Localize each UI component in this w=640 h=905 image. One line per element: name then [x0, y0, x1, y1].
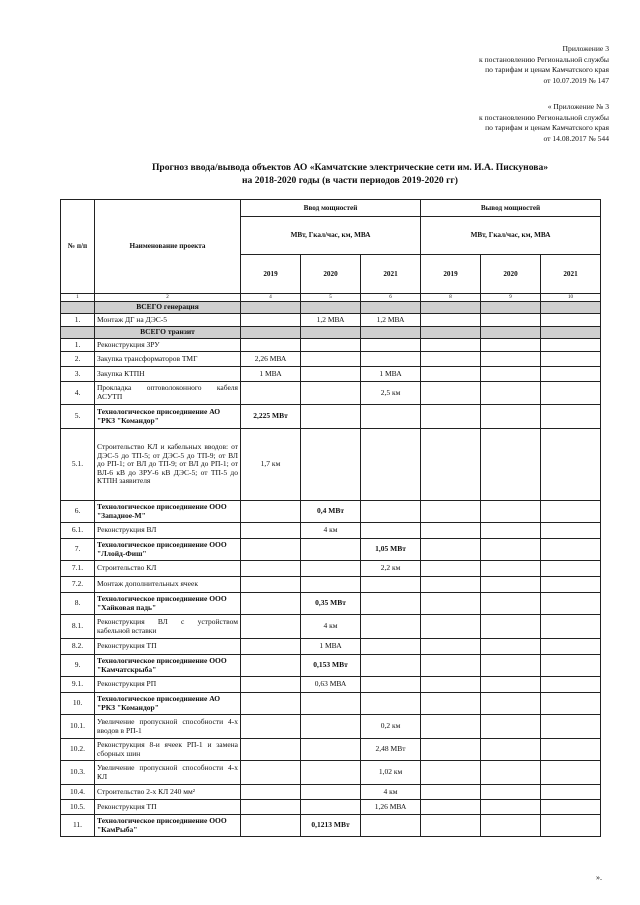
output-cell	[421, 815, 481, 837]
row-number: 6.	[61, 501, 95, 523]
input-2019	[241, 715, 301, 739]
header-line: к постановлению Региональной службы	[478, 112, 609, 122]
row-number: 2.	[61, 352, 95, 367]
input-2020: 1,2 МВА	[301, 314, 361, 327]
input-2021	[361, 523, 421, 539]
input-2020: 0,1213 МВт	[301, 815, 361, 837]
output-cell	[541, 593, 601, 615]
input-2020	[301, 739, 361, 761]
column-index: 5	[301, 294, 361, 302]
input-2019	[241, 523, 301, 539]
input-2019: 2,225 МВт	[241, 405, 301, 429]
column-index: 4	[241, 294, 301, 302]
output-cell	[421, 693, 481, 715]
table-row	[61, 501, 601, 523]
output-cell	[421, 539, 481, 561]
input-2020: 0,63 МВА	[301, 677, 361, 693]
input-2021	[361, 655, 421, 677]
section-row-generation	[61, 302, 601, 314]
output-cell	[481, 739, 541, 761]
table-row	[61, 382, 601, 405]
output-cell	[541, 785, 601, 800]
year-header: 2021	[361, 255, 421, 294]
input-2020	[301, 561, 361, 577]
output-cell	[541, 523, 601, 539]
input-2021: 1,05 МВт	[361, 539, 421, 561]
project-name: Технологическое присоединение ООО "Камчатскрыба"	[95, 655, 241, 677]
output-cell	[481, 352, 541, 367]
title-line-2: на 2018-2020 годы (в части периодов 2019-2020 гг)	[242, 175, 458, 186]
row-number: 10.	[61, 693, 95, 715]
row-number: 7.1.	[61, 561, 95, 577]
output-cell	[541, 405, 601, 429]
output-cell	[541, 715, 601, 739]
input-2020	[301, 405, 361, 429]
input-2020	[301, 539, 361, 561]
appendix-header	[479, 44, 609, 86]
output-cell	[541, 693, 601, 715]
output-cell	[541, 429, 601, 501]
input-2019	[241, 539, 301, 561]
project-name: Реконструкция ТП	[95, 800, 241, 815]
input-2021	[361, 815, 421, 837]
output-cell	[481, 429, 541, 501]
output-cell	[481, 693, 541, 715]
project-name: Закупка трансформаторов ТМГ	[95, 352, 241, 367]
input-2021	[361, 615, 421, 639]
input-2020: 0,35 МВт	[301, 593, 361, 615]
project-name: Монтаж дополнительных ячеек	[95, 577, 241, 593]
project-name: Реконструкция ВЛ с устройством кабельной вставки	[95, 615, 241, 639]
project-name: Строительство 2-х КЛ 240 мм²	[95, 785, 241, 800]
project-name: Строительство КЛ	[95, 561, 241, 577]
output-group-header: Вывод мощностей	[421, 200, 601, 217]
input-2020	[301, 761, 361, 785]
output-cell	[481, 715, 541, 739]
input-2020: 1 МВА	[301, 639, 361, 655]
output-cell	[481, 800, 541, 815]
input-2019	[241, 739, 301, 761]
output-cell	[421, 593, 481, 615]
column-index: 9	[481, 294, 541, 302]
input-2021	[361, 501, 421, 523]
input-2021	[361, 339, 421, 352]
input-2021: 2,5 км	[361, 382, 421, 405]
table-row	[61, 405, 601, 429]
output-cell	[481, 815, 541, 837]
input-group-header: Ввод мощностей	[241, 200, 421, 217]
output-cell	[481, 593, 541, 615]
row-number: 5.	[61, 405, 95, 429]
output-cell	[541, 655, 601, 677]
project-name: Реконструкция РП	[95, 677, 241, 693]
input-2020	[301, 352, 361, 367]
input-2019	[241, 382, 301, 405]
table-row	[61, 429, 601, 501]
section-title: ВСЕГО транзит	[95, 327, 241, 339]
year-header: 2020	[481, 255, 541, 294]
project-name: Реконструкция ЗРУ	[95, 339, 241, 352]
output-cell	[481, 655, 541, 677]
input-2021: 2,2 км	[361, 561, 421, 577]
output-cell	[421, 677, 481, 693]
input-2020	[301, 339, 361, 352]
input-2021	[361, 352, 421, 367]
project-name: Технологическое присоединение ООО "Ллойд-Фиш"	[95, 539, 241, 561]
table-row	[61, 639, 601, 655]
output-cell	[421, 655, 481, 677]
input-2021	[361, 577, 421, 593]
table-row	[61, 615, 601, 639]
row-number: 10.3.	[61, 761, 95, 785]
table-row	[61, 539, 601, 561]
output-cell	[481, 382, 541, 405]
output-units-header: МВт, Гкал/час, км, МВА	[421, 217, 601, 255]
year-header: 2019	[241, 255, 301, 294]
input-2019	[241, 655, 301, 677]
output-cell	[421, 523, 481, 539]
input-2019	[241, 800, 301, 815]
output-cell	[541, 314, 601, 327]
project-name: Строительство КЛ и кабельных вводов: от ДЭС-5 до ТП-5; от ДЭС-5 до ТП-9; от ВЛ до РП-1; от ВЛ до ТП-9; от ВЛ до РП-1; от ВЛ-6 кВ до ЗРУ-6 кВ ДЭС-5; от ТП-5 до КТПН заявителя	[95, 429, 241, 501]
header-line: от 14.08.2017 № 544	[543, 133, 609, 143]
output-cell	[421, 739, 481, 761]
output-cell	[541, 815, 601, 837]
project-name: Монтаж ДГ на ДЭС-5	[95, 314, 241, 327]
output-cell	[481, 761, 541, 785]
row-number: 7.	[61, 539, 95, 561]
input-2021: 1 МВА	[361, 367, 421, 382]
project-name: Реконструкция 8-и ячеек РП-1 и замена сборных шин	[95, 739, 241, 761]
input-2019	[241, 577, 301, 593]
input-2019	[241, 761, 301, 785]
project-name: Технологическое присоединение АО "РКЗ "Командор"	[95, 693, 241, 715]
table-row	[61, 815, 601, 837]
input-2019	[241, 314, 301, 327]
table-row	[61, 352, 601, 367]
output-cell	[421, 501, 481, 523]
output-cell	[481, 615, 541, 639]
output-cell	[421, 800, 481, 815]
input-2021: 1,26 МВА	[361, 800, 421, 815]
table-row	[61, 785, 601, 800]
output-cell	[421, 615, 481, 639]
title-line-1: Прогноз ввода/вывода объектов АО «Камчатские электрические сети им. И.А. Пискунова»	[151, 162, 549, 173]
table-row	[61, 523, 601, 539]
header-line: по тарифам и ценам Камчатского края	[485, 65, 609, 75]
input-2021	[361, 693, 421, 715]
closing-quote: ».	[596, 873, 602, 882]
input-2021	[361, 593, 421, 615]
input-2021: 4 км	[361, 785, 421, 800]
output-cell	[541, 382, 601, 405]
row-number: 7.2.	[61, 577, 95, 593]
output-cell	[541, 639, 601, 655]
output-cell	[541, 339, 601, 352]
header-line: Приложение 3	[562, 44, 609, 53]
output-cell	[541, 539, 601, 561]
input-2020	[301, 577, 361, 593]
project-name: Закупка КТПН	[95, 367, 241, 382]
section-row-transit	[61, 327, 601, 339]
output-cell	[481, 677, 541, 693]
output-cell	[481, 339, 541, 352]
forecast-table	[60, 199, 601, 837]
input-2021: 1,02 км	[361, 761, 421, 785]
input-2020: 4 км	[301, 523, 361, 539]
table-row	[61, 314, 601, 327]
output-cell	[481, 501, 541, 523]
output-cell	[541, 577, 601, 593]
table-row	[61, 739, 601, 761]
output-cell	[541, 501, 601, 523]
column-index: 6	[361, 294, 421, 302]
input-2019: 1,7 км	[241, 429, 301, 501]
output-cell	[481, 561, 541, 577]
output-cell	[421, 715, 481, 739]
document-title	[60, 161, 640, 187]
output-cell	[421, 352, 481, 367]
input-2020	[301, 382, 361, 405]
header-line: от 10.07.2019 № 147	[543, 75, 609, 85]
output-cell	[421, 314, 481, 327]
row-number: 8.2.	[61, 639, 95, 655]
output-cell	[421, 761, 481, 785]
year-header: 2020	[301, 255, 361, 294]
output-cell	[541, 800, 601, 815]
input-2021	[361, 639, 421, 655]
input-2021	[361, 677, 421, 693]
input-2021: 1,2 МВА	[361, 314, 421, 327]
input-2020: 0,153 МВт	[301, 655, 361, 677]
table-row	[61, 655, 601, 677]
input-2020	[301, 693, 361, 715]
header-line: по тарифам и ценам Камчатского края	[485, 123, 609, 133]
input-2019	[241, 615, 301, 639]
input-2020	[301, 715, 361, 739]
table-row	[61, 561, 601, 577]
row-number: 4.	[61, 382, 95, 405]
table-row	[61, 593, 601, 615]
header-line: к постановлению Региональной службы	[478, 54, 609, 64]
table-row	[61, 339, 601, 352]
project-name: Технологическое присоединение ООО "Западное-М"	[95, 501, 241, 523]
input-2019	[241, 639, 301, 655]
project-name: Реконструкция ВЛ	[95, 523, 241, 539]
table-row	[61, 677, 601, 693]
original-appendix-header	[479, 102, 609, 144]
row-number: 3.	[61, 367, 95, 382]
output-cell	[421, 429, 481, 501]
output-cell	[481, 577, 541, 593]
output-cell	[481, 639, 541, 655]
input-units-header: МВт, Гкал/час, км, МВА	[241, 217, 421, 255]
project-name: Увеличение пропускной способности 4-х вводов в РП-1	[95, 715, 241, 739]
input-2019: 2,26 МВА	[241, 352, 301, 367]
row-number: 11.	[61, 815, 95, 837]
output-cell	[421, 382, 481, 405]
input-2020	[301, 429, 361, 501]
output-cell	[541, 367, 601, 382]
input-2021: 2,48 МВт	[361, 739, 421, 761]
output-cell	[481, 785, 541, 800]
output-cell	[541, 677, 601, 693]
row-number: 6.1.	[61, 523, 95, 539]
project-name: Технологическое присоединение ООО "КамРыба"	[95, 815, 241, 837]
output-cell	[541, 561, 601, 577]
col-header-num: № п/п	[61, 200, 95, 294]
row-number: 10.1.	[61, 715, 95, 739]
row-number: 8.1.	[61, 615, 95, 639]
row-number: 9.	[61, 655, 95, 677]
table-row	[61, 693, 601, 715]
column-index: 8	[421, 294, 481, 302]
project-name: Увеличение пропускной способности 4-х КЛ	[95, 761, 241, 785]
output-cell	[541, 352, 601, 367]
input-2020: 0,4 МВт	[301, 501, 361, 523]
project-name: Технологическое присоединение АО "РКЗ "Командор"	[95, 405, 241, 429]
table-row	[61, 367, 601, 382]
row-number: 10.4.	[61, 785, 95, 800]
row-number: 10.5.	[61, 800, 95, 815]
input-2021	[361, 405, 421, 429]
row-number: 5.1.	[61, 429, 95, 501]
input-2019: 1 МВА	[241, 367, 301, 382]
row-number: 10.2.	[61, 739, 95, 761]
column-index-row	[61, 294, 601, 302]
section-title: ВСЕГО генерация	[95, 302, 241, 314]
output-cell	[421, 577, 481, 593]
col-header-name: Наименование проекта	[95, 200, 241, 294]
input-2020: 4 км	[301, 615, 361, 639]
year-header: 2021	[541, 255, 601, 294]
input-2019	[241, 693, 301, 715]
row-number: 9.1.	[61, 677, 95, 693]
table-row	[61, 577, 601, 593]
project-name: Технологическое присоединение ООО "Хайковая падь"	[95, 593, 241, 615]
input-2019	[241, 785, 301, 800]
input-2020	[301, 367, 361, 382]
input-2019	[241, 815, 301, 837]
output-cell	[481, 314, 541, 327]
input-2019	[241, 501, 301, 523]
input-2019	[241, 677, 301, 693]
input-2019	[241, 593, 301, 615]
input-2021: 0,2 км	[361, 715, 421, 739]
output-cell	[421, 561, 481, 577]
column-index: 2	[95, 294, 241, 302]
output-cell	[481, 367, 541, 382]
row-number: 1.	[61, 339, 95, 352]
input-2019	[241, 339, 301, 352]
output-cell	[421, 367, 481, 382]
output-cell	[421, 785, 481, 800]
output-cell	[421, 339, 481, 352]
output-cell	[481, 523, 541, 539]
output-cell	[541, 739, 601, 761]
row-number: 8.	[61, 593, 95, 615]
column-index: 10	[541, 294, 601, 302]
input-2020	[301, 785, 361, 800]
output-cell	[541, 761, 601, 785]
output-cell	[481, 539, 541, 561]
column-index: 1	[61, 294, 95, 302]
output-cell	[541, 615, 601, 639]
output-cell	[421, 639, 481, 655]
input-2020	[301, 800, 361, 815]
header-line: « Приложение № 3	[547, 102, 609, 111]
year-header: 2019	[421, 255, 481, 294]
input-2021	[361, 429, 421, 501]
project-name: Реконструкция ТП	[95, 639, 241, 655]
output-cell	[481, 405, 541, 429]
output-cell	[421, 405, 481, 429]
input-2019	[241, 561, 301, 577]
project-name: Прокладка оптоволоконного кабеля АСУТП	[95, 382, 241, 405]
table-row	[61, 800, 601, 815]
table-row	[61, 715, 601, 739]
table-row	[61, 761, 601, 785]
row-number: 1.	[61, 314, 95, 327]
